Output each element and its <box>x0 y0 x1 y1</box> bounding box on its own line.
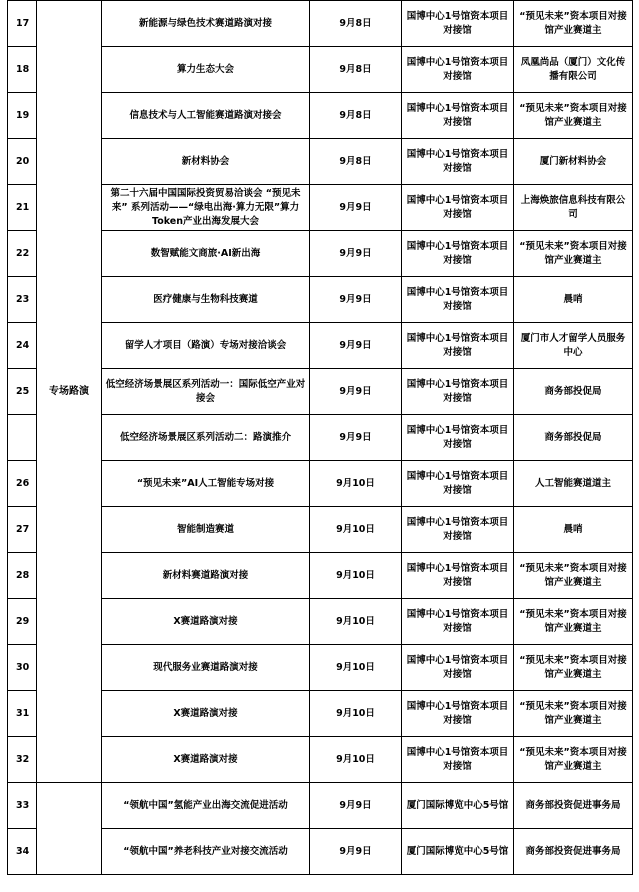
event-date: 9月9日 <box>310 829 402 875</box>
event-name: 低空经济场景展区系列活动二：路演推介 <box>102 415 310 461</box>
event-organizer: “预见未来”资本项目对接馆产业赛道主 <box>514 1 633 47</box>
event-date: 9月9日 <box>310 323 402 369</box>
event-venue: 国博中心1号馆资本项目对接馆 <box>402 461 514 507</box>
event-name: 新能源与绿色技术赛道路演对接 <box>102 1 310 47</box>
event-name: 医疗健康与生物科技赛道 <box>102 277 310 323</box>
row-number: 30 <box>8 645 37 691</box>
event-date: 9月8日 <box>310 1 402 47</box>
event-date: 9月10日 <box>310 737 402 783</box>
event-venue: 国博中心1号馆资本项目对接馆 <box>402 553 514 599</box>
event-name: 数智赋能文商旅·AI新出海 <box>102 231 310 277</box>
event-organizer: “预见未来”资本项目对接馆产业赛道主 <box>514 553 633 599</box>
event-organizer: 凤凰尚品（厦门）文化传播有限公司 <box>514 47 633 93</box>
event-date: 9月10日 <box>310 507 402 553</box>
table-row <box>8 461 633 507</box>
event-name: 算力生态大会 <box>102 47 310 93</box>
event-venue: 国博中心1号馆资本项目对接馆 <box>402 415 514 461</box>
event-name: 新材料赛道路演对接 <box>102 553 310 599</box>
event-organizer: 商务部投促局 <box>514 415 633 461</box>
event-name: “预见未来”AI人工智能专场对接 <box>102 461 310 507</box>
event-name: 现代服务业赛道路演对接 <box>102 645 310 691</box>
event-date: 9月9日 <box>310 783 402 829</box>
event-organizer: “预见未来”资本项目对接馆产业赛道主 <box>514 231 633 277</box>
event-organizer: 晨哨 <box>514 507 633 553</box>
table-row <box>8 599 633 645</box>
event-organizer: 晨哨 <box>514 277 633 323</box>
event-venue: 国博中心1号馆资本项目对接馆 <box>402 277 514 323</box>
event-date: 9月8日 <box>310 139 402 185</box>
event-schedule-table <box>7 0 633 875</box>
event-date: 9月10日 <box>310 553 402 599</box>
table-row <box>8 645 633 691</box>
event-venue: 厦门国际博览中心5号馆 <box>402 783 514 829</box>
row-number: 29 <box>8 599 37 645</box>
table-row <box>8 93 633 139</box>
event-venue: 国博中心1号馆资本项目对接馆 <box>402 369 514 415</box>
table-row <box>8 415 633 461</box>
event-venue: 国博中心1号馆资本项目对接馆 <box>402 231 514 277</box>
row-number: 18 <box>8 47 37 93</box>
event-name: X赛道路演对接 <box>102 737 310 783</box>
event-date: 9月10日 <box>310 645 402 691</box>
event-name: X赛道路演对接 <box>102 691 310 737</box>
event-venue: 国博中心1号馆资本项目对接馆 <box>402 691 514 737</box>
event-venue: 国博中心1号馆资本项目对接馆 <box>402 93 514 139</box>
event-name: 新材料协会 <box>102 139 310 185</box>
event-organizer: 商务部投资促进事务局 <box>514 783 633 829</box>
event-venue: 厦门国际博览中心5号馆 <box>402 829 514 875</box>
event-venue: 国博中心1号馆资本项目对接馆 <box>402 599 514 645</box>
row-number: 19 <box>8 93 37 139</box>
event-venue: 国博中心1号馆资本项目对接馆 <box>402 1 514 47</box>
event-organizer: “预见未来”资本项目对接馆产业赛道主 <box>514 645 633 691</box>
event-name: “领航中国”养老科技产业对接交流活动 <box>102 829 310 875</box>
table-row <box>8 277 633 323</box>
event-date: 9月8日 <box>310 93 402 139</box>
row-number: 31 <box>8 691 37 737</box>
event-name: 留学人才项目（路演）专场对接洽谈会 <box>102 323 310 369</box>
row-number: 21 <box>8 185 37 231</box>
event-organizer: 厦门新材料协会 <box>514 139 633 185</box>
table-row <box>8 369 633 415</box>
category-cell-empty <box>37 783 102 875</box>
table-row <box>8 47 633 93</box>
row-number: 32 <box>8 737 37 783</box>
event-name: 第二十六届中国国际投资贸易洽谈会 “预见未来” 系列活动——“绿电出海·算力无限”算力Token产业出海发展大会 <box>102 185 310 231</box>
row-number: 23 <box>8 277 37 323</box>
table-row <box>8 323 633 369</box>
row-number: 20 <box>8 139 37 185</box>
event-date: 9月10日 <box>310 691 402 737</box>
row-number: 25 <box>8 369 37 415</box>
event-name: 智能制造赛道 <box>102 507 310 553</box>
event-date: 9月8日 <box>310 47 402 93</box>
table-row <box>8 1 633 47</box>
row-number: 22 <box>8 231 37 277</box>
table-row <box>8 139 633 185</box>
event-date: 9月10日 <box>310 599 402 645</box>
row-number: 26 <box>8 461 37 507</box>
event-venue: 国博中心1号馆资本项目对接馆 <box>402 185 514 231</box>
table-row <box>8 231 633 277</box>
event-name: 信息技术与人工智能赛道路演对接会 <box>102 93 310 139</box>
event-date: 9月10日 <box>310 461 402 507</box>
row-number: 27 <box>8 507 37 553</box>
table-row <box>8 185 633 231</box>
event-date: 9月9日 <box>310 231 402 277</box>
event-organizer: “预见未来”资本项目对接馆产业赛道主 <box>514 93 633 139</box>
table-row <box>8 737 633 783</box>
row-number <box>8 415 37 461</box>
event-venue: 国博中心1号馆资本项目对接馆 <box>402 47 514 93</box>
table-row <box>8 507 633 553</box>
event-venue: 国博中心1号馆资本项目对接馆 <box>402 323 514 369</box>
event-organizer: 厦门市人才留学人员服务中心 <box>514 323 633 369</box>
row-number: 24 <box>8 323 37 369</box>
row-number: 17 <box>8 1 37 47</box>
event-date: 9月9日 <box>310 415 402 461</box>
event-date: 9月9日 <box>310 369 402 415</box>
event-venue: 国博中心1号馆资本项目对接馆 <box>402 507 514 553</box>
event-date: 9月9日 <box>310 185 402 231</box>
event-venue: 国博中心1号馆资本项目对接馆 <box>402 645 514 691</box>
event-name: 低空经济场景展区系列活动一：国际低空产业对接会 <box>102 369 310 415</box>
event-venue: 国博中心1号馆资本项目对接馆 <box>402 139 514 185</box>
event-date: 9月9日 <box>310 277 402 323</box>
row-number: 33 <box>8 783 37 829</box>
table-row <box>8 553 633 599</box>
event-organizer: “预见未来”资本项目对接馆产业赛道主 <box>514 599 633 645</box>
row-number: 34 <box>8 829 37 875</box>
table-row <box>8 691 633 737</box>
event-venue: 国博中心1号馆资本项目对接馆 <box>402 737 514 783</box>
table-body <box>8 1 633 875</box>
event-organizer: 人工智能赛道道主 <box>514 461 633 507</box>
row-number: 28 <box>8 553 37 599</box>
table-row <box>8 783 633 829</box>
event-name: X赛道路演对接 <box>102 599 310 645</box>
category-cell: 专场路演 <box>37 1 102 783</box>
event-organizer: “预见未来”资本项目对接馆产业赛道主 <box>514 691 633 737</box>
event-name: “领航中国”氢能产业出海交流促进活动 <box>102 783 310 829</box>
event-organizer: 商务部投资促进事务局 <box>514 829 633 875</box>
event-organizer: 商务部投促局 <box>514 369 633 415</box>
event-organizer: 上海焕旅信息科技有限公司 <box>514 185 633 231</box>
event-organizer: “预见未来”资本项目对接馆产业赛道主 <box>514 737 633 783</box>
table-row <box>8 829 633 875</box>
